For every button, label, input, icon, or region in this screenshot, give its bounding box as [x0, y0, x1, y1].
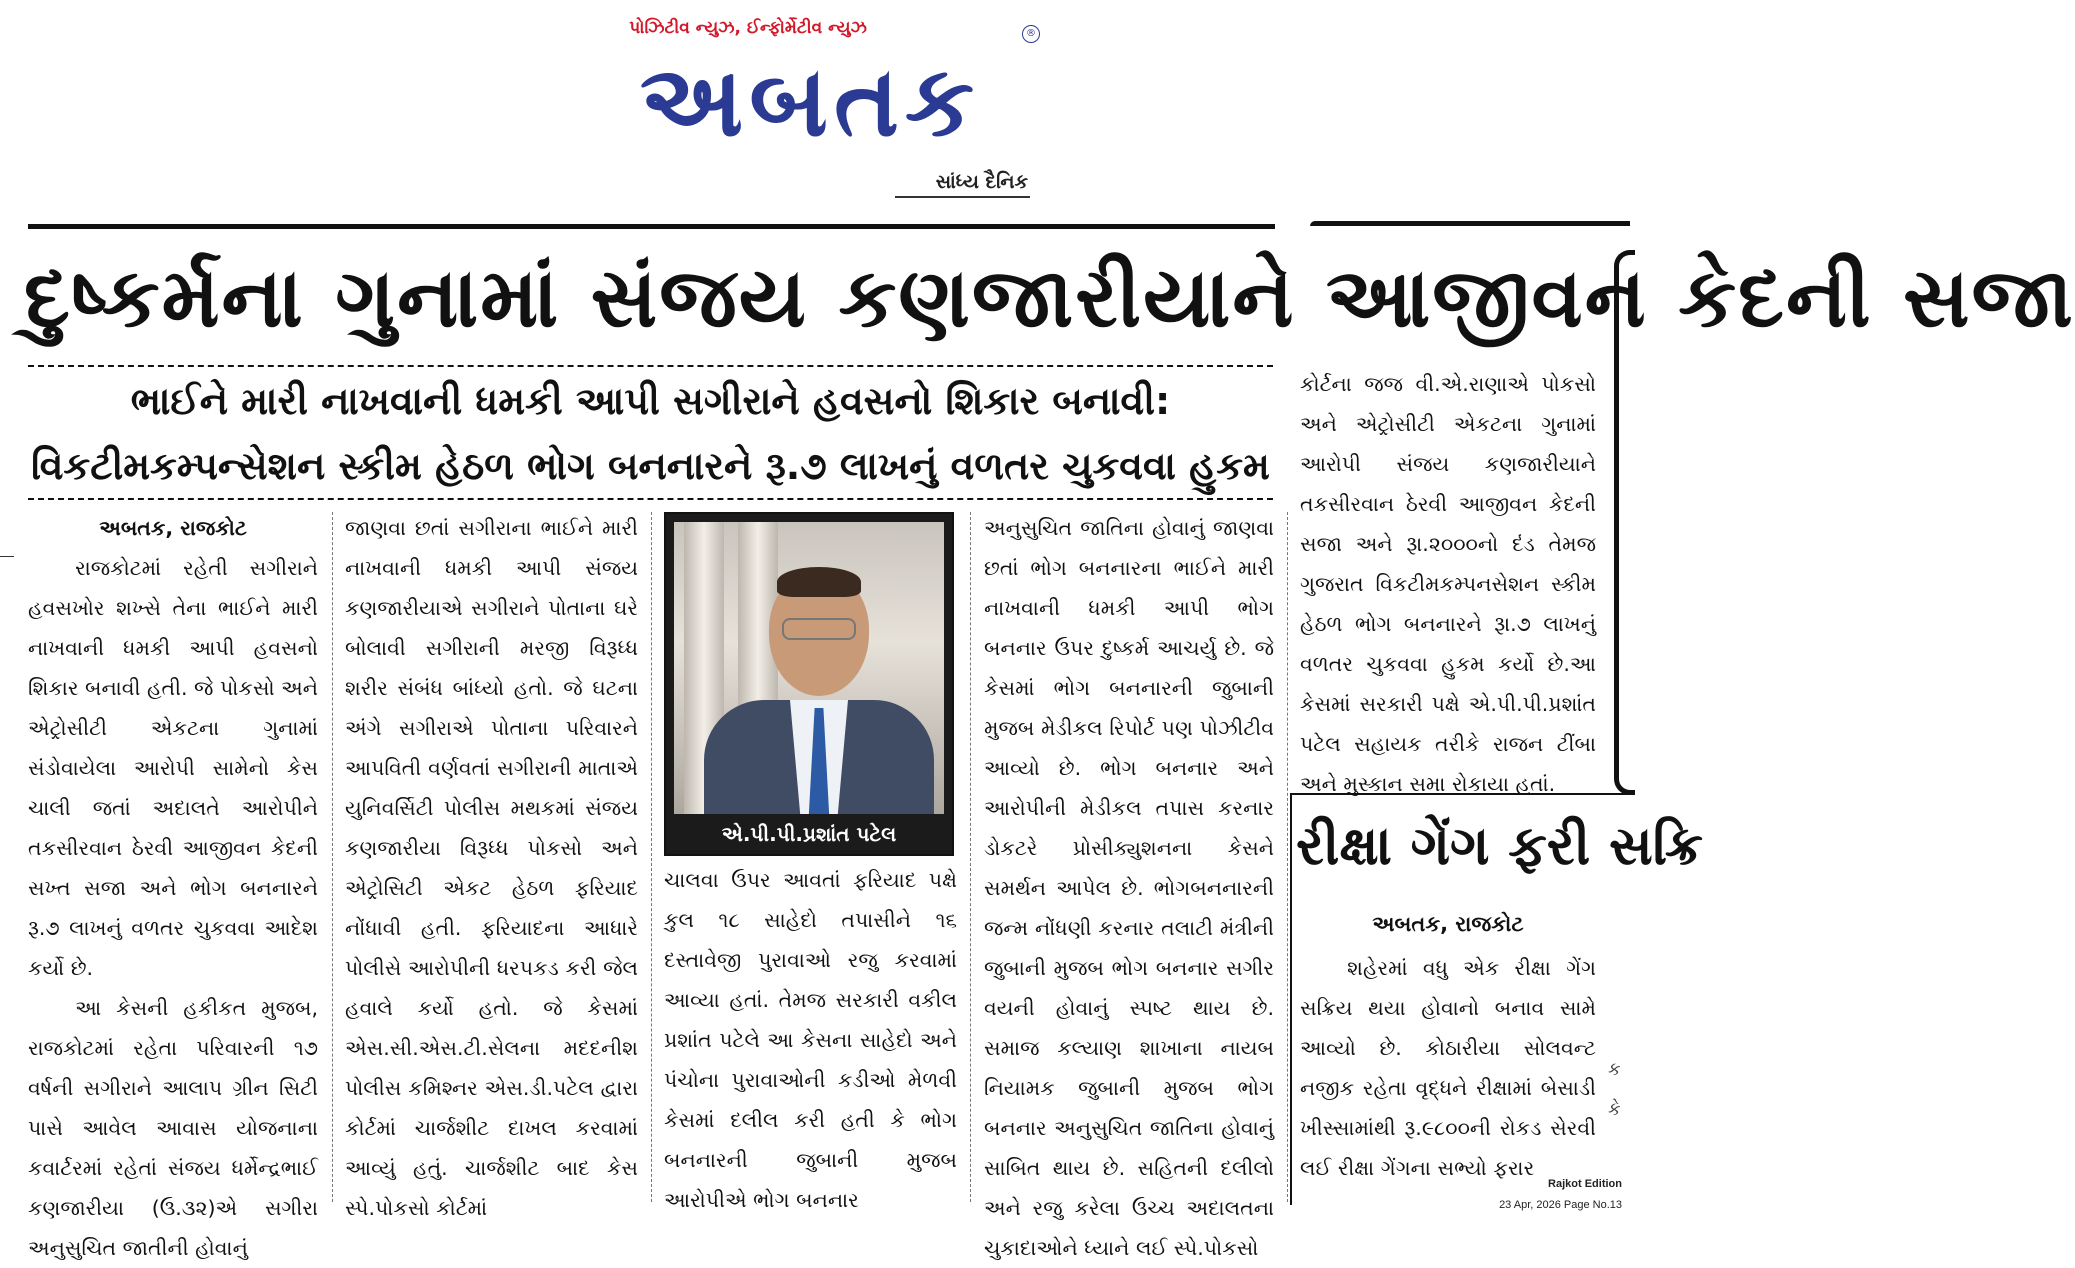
- edition-label: Rajkot Edition: [1548, 1178, 1622, 1190]
- article-column-4: [984, 508, 1274, 1260]
- column-rule: [332, 512, 333, 1202]
- deck-divider: [28, 498, 1273, 500]
- photo-image: [674, 522, 944, 822]
- second-story-body: [1300, 948, 1596, 1198]
- margin-tick: [0, 556, 14, 557]
- photo-app-prashant-patel: [664, 512, 954, 856]
- article-dateline: અબતક, રાજકોટ: [99, 516, 247, 540]
- article-paragraph: કોર્ટના જજ વી.એ.રાણાએ પોકસો અને એટ્રોસીટી એકટના ગુનામાં આરોપી સંજય કણજારીયાને તકસીરવાન ઠેરવી આજીવન કેદની સજા અને રૂા.૨૦૦૦નો દંડ તેમજ ગુજરાત વિકટીમકમ્પનસેશન સ્કીમ હેઠળ ભોગ બનનારને રૂા.૭ લાખનું વળતર ચુકવવા હુકમ કર્યો છે.આ કેસમાં સરકારી પક્ષે એ.પી.પી.પ્રશાંત પટેલ સહાયક તરીકે રાજન ટીંબા અને મુસ્કાન સમા રોકાયા હતાં.: [1300, 372, 1596, 796]
- subtitle-underline: [895, 196, 1030, 198]
- article-paragraph: શહેરમાં વધુ એક રીક્ષા ગેંગ સક્રિય થયા હોવાનો બનાવ સામે આવ્યો છે. કોઠારીયા સોલવન્ટ નજીક રહેતા વૃદ્ધને રીક્ષામાં બેસાડી ખીસ્સામાંથી રૂ.૯૮૦૦ની રોકડ સેરવી લઈ રીક્ષા ગેંગના સભ્યો ફરાર: [1300, 956, 1596, 1180]
- date-page-label: 23 Apr, 2026 Page No.13: [1499, 1199, 1622, 1211]
- article-paragraph: આ કેસની હકીકત મુજબ, રાજકોટમાં રહેતા પરિવારની ૧૭ વર્ષની સગીરાને આલાપ ગ્રીન સિટી પાસે આવેલ આવાસ યોજનાના કવાર્ટરમાં રહેતાં સંજય ધર્મેન્દ્રભાઈ કણજારીયા (ઉ.૩૨)એ સગીરા અનુસુચિત જાતીની હોવાનું: [28, 996, 318, 1260]
- article-column-3: [664, 860, 957, 1212]
- article-column-5: [1300, 364, 1596, 796]
- portrait-hair: [777, 567, 861, 597]
- top-rule-right: [1310, 221, 1630, 226]
- article-paragraph: જાણવા છતાં સગીરાના ભાઈને મારી નાખવાની ધમકી આપી સંજય કણજારીયાએ સગીરાને પોતાના ઘરે બોલાવી સગીરાની મરજી વિરૂધ્ધ શરીર સંબંધ બાંધ્યો હતો. જે ઘટના અંગે સગીરાએ પોતાના પરિવારને આપવિતી વર્ણવતાં સગીરાની માતાએ યુનિવર્સિટી પોલીસ મથકમાં સંજય કણજારીયા વિરૂધ્ધ પોકસો અને એટ્રોસિટી એકટ હેઠળ ફરિયાદ નોંધાવી હતી. ફરિયાદના આધારે પોલીસે આરોપીની ધરપકડ કરી જેલ હવાલે કર્યો હતો. જે કેસમાં એસ.સી.એસ.ટી.સેલના મદદનીશ પોલીસ કમિશ્નર એસ.ડી.પટેલ દ્વારા કોર્ટમાં ચાર્જશીટ દાખલ કરવામાં આવ્યું હતું. ચાર્જશીટ બાદ કેસ સ્પે.પોકસો કોર્ટમાં: [345, 516, 638, 1220]
- main-headline: દુષ્કર્મના ગુનામાં સંજય કણજારીયાને આજીવન કેદની સજા: [24, 251, 2075, 346]
- article-column-1: [28, 508, 318, 1260]
- article-paragraph: રાજકોટમાં રહેતી સગીરાને હવસખોર શખ્સે તેના ભાઈને મારી નાખવાની ધમકી આપી હવસનો શિકાર બનાવી હતી. જે પોકસો અને એટ્રોસીટી એકટના ગુનામાં સંડોવાયેલા આરોપી સામેનો કેસ ચાલી જતાં અદાલતે આરોપીને તકસીરવાન ઠેરવી આજીવન કેદની સખ્ત સજા અને ભોગ બનનારને રૂ.૭ લાખનું વળતર ચુકવવા આદેશ કર્યો છે.: [28, 556, 318, 980]
- masthead-tagline: પોઝિટીવ ન્યુઝ, ઈન્ફોર્મેટીવ ન્યુઝ: [629, 18, 867, 38]
- column-rule: [1287, 512, 1288, 1202]
- article-column-2: [345, 508, 638, 1220]
- headline-divider: [28, 365, 1273, 367]
- column-rule: [970, 512, 971, 1202]
- registered-mark-icon: ®: [1022, 25, 1040, 43]
- column-rule: [651, 512, 652, 1202]
- glasses-icon: [782, 618, 856, 640]
- newspaper-logo: અબતક: [639, 45, 981, 159]
- article-paragraph: ચાલવા ઉપર આવતાં ફરિયાદ પક્ષે કુલ ૧૮ સાહેદો તપાસીને ૧૬ દસ્તાવેજી પુરાવાઓ રજુ કરવામાં આવ્યા હતાં. તેમજ સરકારી વકીલ પ્રશાંત પટેલે આ કેસના સાહેદો અને પંચોના પુરાવાઓની કડીઓ મેળવી કેસમાં દલીલ કરી હતી કે ભોગ બનનારની જુબાની મુજબ આરોપીએ ભોગ બનનાર: [664, 868, 957, 1212]
- top-rule: [28, 224, 1275, 229]
- deck-line-2: વિકટીમકમ્પન્સેશન સ્કીમ હેઠળ ભોગ બનનારને રૂ.૭ લાખનું વળતર ચુકવવા હુકમ: [31, 444, 1270, 488]
- photo-caption: એ.પી.પી.પ્રશાંત પટેલ: [666, 814, 952, 854]
- masthead-subtitle: સાંધ્ય દૈનિક: [935, 171, 1028, 193]
- article-paragraph: અનુસુચિત જાતિના હોવાનું જાણવા છતાં ભોગ બનનારના ભાઈને મારી નાખવાની ધમકી આપી ભોગ બનનાર ઉપર દુષ્કર્મ આચર્યુ છે. જે કેસમાં ભોગ બનનારની જુબાની મુજબ મેડીકલ રિપોર્ટ પણ પોઝીટીવ આવ્યો છે. ભોગ બનનાર અને આરોપીની મેડીકલ તપાસ કરનાર ડોકટરે પ્રોસીક્યુશનના કેસને સમર્થન આપેલ છે. ભોગબનનારની જન્મ નોંધણી કરનાર તલાટી મંત્રીની જુબાની મુજબ ભોગ બનનાર સગીર વયની હોવાનું સ્પષ્ટ થાય છે. સમાજ કલ્યાણ શાખાના નાયબ નિયામક જુબાની મુજબ ભોગ બનનાર અનુસુચિત જાતિના હોવાનું સાબિત થાય છે. સહિતની દલીલો અને રજુ કરેલા ઉચ્ચ અદાલતના ચુકાદાઓને ધ્યાને લઈ સ્પે.પોકસો: [984, 516, 1274, 1260]
- cropped-edge-text: ક કે: [1608, 1059, 1621, 1120]
- second-story-dateline: અબતક, રાજકોટ: [1372, 912, 1524, 936]
- deck-line-1: ભાઈને મારી નાખવાની ધમકી આપી સગીરાને હવસનો શિકાર બનાવી:: [130, 379, 1171, 423]
- second-story-headline: રીક્ષા ગેંગ ફરી સક્રિ: [1296, 814, 1704, 877]
